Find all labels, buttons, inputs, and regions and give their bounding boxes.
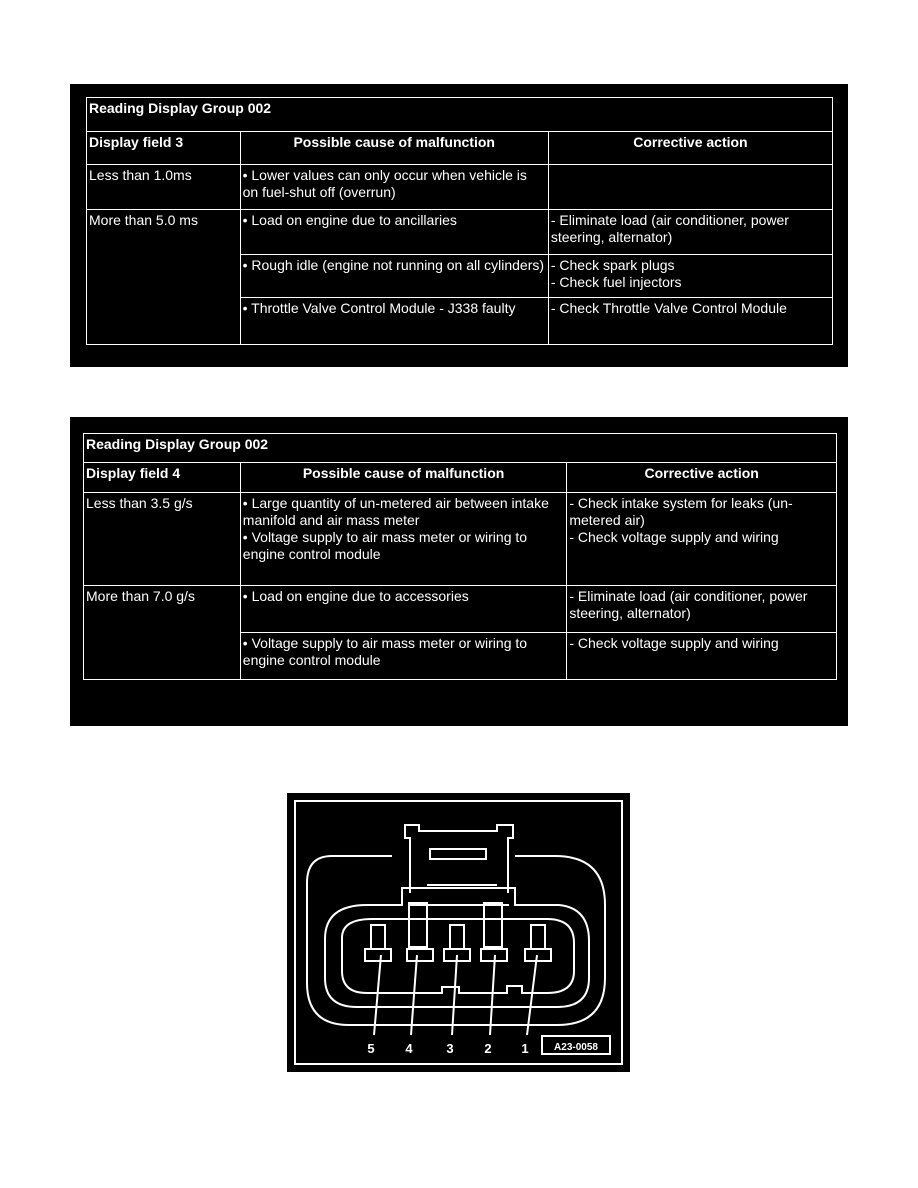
terminal-4	[407, 949, 433, 961]
column-header-cause: Possible cause of malfunction	[240, 463, 567, 493]
column-header-cause: Possible cause of malfunction	[240, 132, 548, 165]
display-group-table-2	[83, 433, 837, 680]
row-action: - Check voltage supply and wiring	[567, 633, 837, 680]
row-cause: • Lower values can only occur when vehicle is on fuel-shut off (overrun)	[240, 165, 548, 210]
connector-figure	[287, 793, 630, 1072]
terminal-5	[365, 925, 391, 961]
row-field: More than 7.0 g/s	[84, 586, 241, 680]
row-field: Less than 1.0ms	[87, 165, 241, 210]
pin-label-2: 2	[484, 1041, 492, 1056]
pin-label-3: 3	[446, 1041, 454, 1056]
row-field: More than 5.0 ms	[87, 210, 241, 345]
pin-label-1: 1	[521, 1041, 529, 1056]
cause-line: • Voltage supply to air mass meter or wiring to engine control module	[242, 529, 528, 562]
column-header-field: Display field 3	[87, 132, 241, 165]
row-cause: • Rough idle (engine not running on all cylinders)	[240, 255, 548, 298]
connector-housing	[307, 856, 605, 1025]
latch-slot	[430, 849, 486, 859]
row-cause: • Load on engine due to accessories	[240, 586, 567, 633]
action-line: - Check intake system for leaks (un-metered air)	[569, 495, 793, 528]
display-group-panel-1	[70, 84, 848, 367]
row-cause	[240, 493, 567, 586]
column-header-action: Corrective action	[548, 132, 832, 165]
row-cause: • Load on engine due to ancillaries	[240, 210, 548, 255]
display-group-table-1	[86, 97, 833, 345]
action-line: - Check spark plugs	[550, 257, 675, 273]
column-header-action: Corrective action	[567, 463, 837, 493]
pin-label-4: 4	[405, 1041, 413, 1056]
row-action	[548, 165, 832, 210]
row-cause: • Voltage supply to air mass meter or wiring to engine control module	[240, 633, 567, 680]
cause-line: • Large quantity of un-metered air between intake manifold and air mass meter	[242, 495, 549, 528]
row-action	[548, 255, 832, 298]
figure-code: A23-0058	[554, 1042, 598, 1053]
row-action: - Eliminate load (air conditioner, power steering, alternator)	[548, 210, 832, 255]
row-action	[567, 493, 837, 586]
column-header-field: Display field 4	[84, 463, 241, 493]
terminal-1	[525, 925, 551, 961]
table-title: Reading Display Group 002	[87, 98, 833, 132]
row-field: Less than 3.5 g/s	[84, 493, 241, 586]
row-action: - Check Throttle Valve Control Module	[548, 298, 832, 345]
pin-label-5: 5	[367, 1041, 375, 1056]
action-line: - Check voltage supply and wiring	[569, 529, 779, 545]
display-group-panel-2	[70, 417, 848, 726]
row-action: - Eliminate load (air conditioner, power steering, alternator)	[567, 586, 837, 633]
row-cause: • Throttle Valve Control Module - J338 faulty	[240, 298, 548, 345]
action-line: - Check fuel injectors	[550, 274, 682, 290]
table-title: Reading Display Group 002	[84, 434, 837, 463]
